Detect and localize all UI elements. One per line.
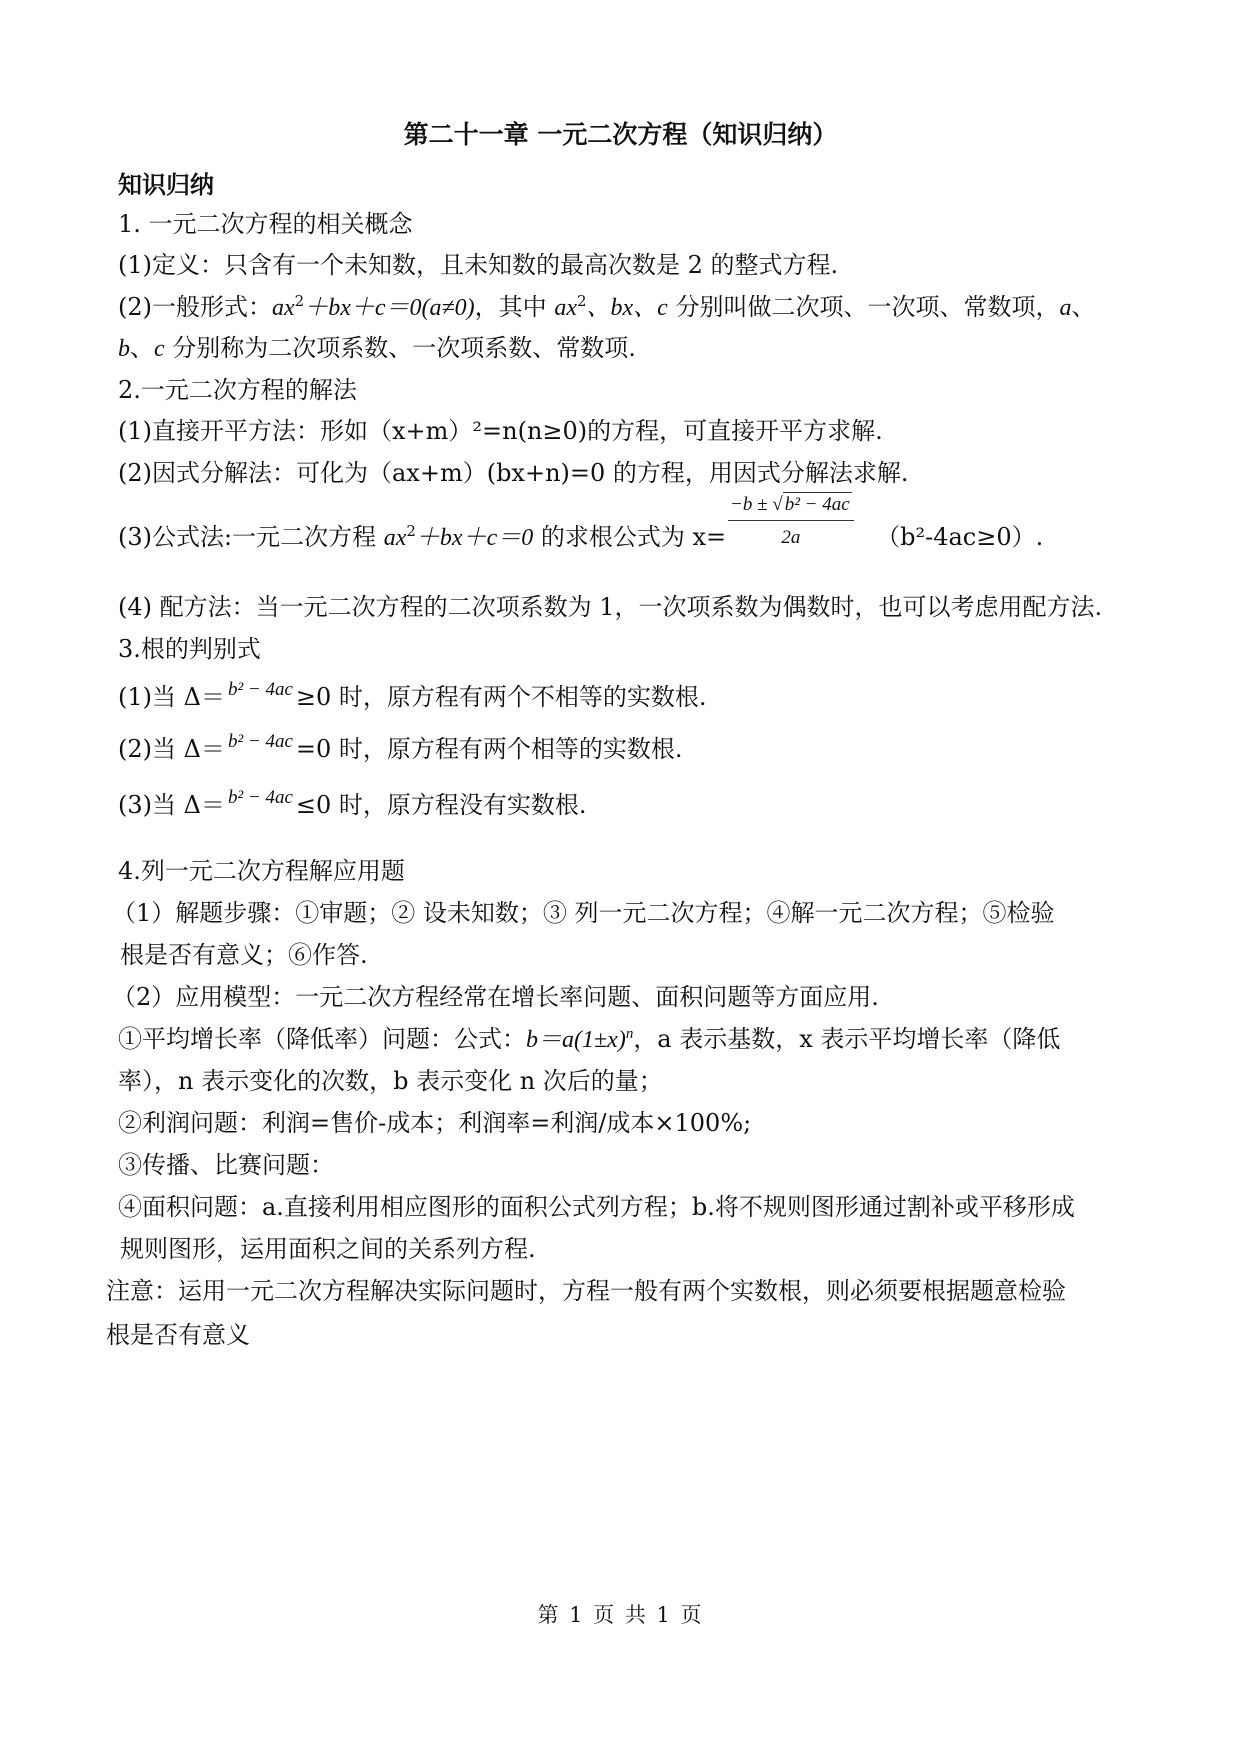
- s4-heading: 4.列一元二次方程解应用题: [118, 857, 405, 885]
- s1-general-eq-a: ax: [272, 295, 295, 321]
- s2-heading: 2.一元二次方程的解法: [118, 376, 357, 404]
- s1-general-eq-sup: 2: [294, 292, 305, 310]
- s2-factoring: (2)因式分解法：可化为（ax+m）(bx+n)=0 的方程，用因式分解法求解.: [118, 459, 909, 487]
- radicand: b² − 4ac: [784, 494, 850, 515]
- page-footer: 第 1 页 共 1 页: [537, 1603, 704, 1627]
- s1-coefficients: [118, 331, 636, 366]
- s1-general-eq-rest: ＋bx＋c＝0(a≠0): [304, 295, 475, 321]
- note-line2: 根是否有意义: [106, 1321, 250, 1349]
- s1-general-term-a: ax: [554, 295, 577, 321]
- s1-general-term-sup: 2: [576, 292, 587, 310]
- s1-coef-sep: 、: [130, 334, 154, 362]
- s2-completing-square: (4) 配方法：当一元二次方程的二次项系数为 1，一次项系数为偶数时，也可以考虑用配方法.: [118, 593, 1103, 621]
- page-title: 第二十一章 一元二次方程（知识归纳）: [403, 120, 838, 149]
- s1-general-terms-rest: 、bx、c: [586, 295, 668, 321]
- s3-discriminant-positive: [118, 680, 707, 717]
- quadratic-formula-numerator: [728, 494, 854, 521]
- s3-heading: 3.根的判别式: [118, 635, 261, 663]
- s4-profit: ②利润问题：利润=售价-成本；利润率=利润/成本×100%;: [118, 1109, 752, 1137]
- s4-rate-line2: 率），n 表示变化的次数，b 表示变化 n 次后的量；: [118, 1067, 663, 1095]
- s1-coef-text: 分别称为二次项系数、一次项系数、常数项.: [164, 334, 636, 362]
- s2-formula-prefix: (3)公式法:一元二次方程: [118, 523, 384, 551]
- sqrt-symbol: √: [772, 494, 783, 515]
- quadratic-formula-fraction: [728, 494, 854, 549]
- s1-general-sep: 、: [1071, 293, 1096, 321]
- s3-discriminant-negative: [118, 788, 587, 825]
- s1-general-form: [118, 290, 1095, 325]
- s2-formula-mid: 的求根公式为 x=: [533, 523, 727, 551]
- s4-spread: ③传播、比赛问题：: [118, 1151, 334, 1179]
- s3-d3-prefix: (3)当 Δ＝: [118, 791, 225, 819]
- s1-general-prefix: (2)一般形式：: [118, 293, 272, 321]
- s4-rate-exponent: n: [625, 1026, 634, 1042]
- s3-d1-prefix: (1)当 Δ＝: [118, 683, 225, 711]
- s3-d3-suffix: ≤0 时，原方程没有实数根.: [295, 791, 587, 819]
- s4-rate-prefix: ①平均增长率（降低率）问题：公式：: [118, 1025, 526, 1053]
- s1-definition: (1)定义：只含有一个未知数，且未知数的最高次数是 2 的整式方程.: [118, 251, 839, 279]
- s3-d1-expr: b² − 4ac: [227, 679, 293, 700]
- s4-area-line1: ④面积问题：a.直接利用相应图形的面积公式列方程；b.将不规则图形通过割补或平移形成: [118, 1193, 1075, 1221]
- s2-formula-eq-rest: ＋bx＋c＝0: [415, 525, 534, 551]
- numerator-left: −b ±: [730, 494, 773, 515]
- s3-d2-expr: b² − 4ac: [227, 731, 293, 752]
- s4-steps-line1: （1）解题步骤：①审题；② 设未知数；③ 列一元二次方程；④解一元二次方程；⑤检验: [112, 899, 1055, 927]
- s2-formula: [118, 520, 1043, 555]
- s4-area-line2: 规则图形，运用面积之间的关系列方程.: [120, 1235, 536, 1263]
- s2-formula-condition: （b²-4ac≥0）.: [876, 523, 1044, 551]
- s1-coef-b: b: [118, 336, 130, 362]
- section-heading: 知识归纳: [118, 171, 214, 199]
- s4-rate-formula: b＝a(1±x): [526, 1027, 626, 1053]
- s1-coef-c: c: [154, 336, 165, 362]
- s1-general-tail: 分别叫做二次项、一次项、常数项，: [667, 293, 1060, 321]
- s3-d1-suffix: ≥0 时，原方程有两个不相等的实数根.: [295, 683, 707, 711]
- s4-rate-line1: [118, 1022, 1060, 1057]
- s2-formula-eq-a: ax: [383, 525, 407, 551]
- s3-d3-expr: b² − 4ac: [227, 787, 293, 808]
- s4-steps-line2: 根是否有意义；⑥作答.: [120, 941, 368, 969]
- s1-heading: 1. 一元二次方程的相关概念: [118, 210, 413, 238]
- s2-formula-eq-sup: 2: [406, 522, 416, 540]
- s4-rate-desc: ，a 表示基数，x 表示平均增长率（降低: [633, 1025, 1061, 1053]
- quadratic-formula-denominator: 2a: [781, 527, 801, 548]
- s4-models: （2）应用模型：一元二次方程经常在增长率问题、面积问题等方面应用.: [112, 983, 879, 1011]
- s2-direct-root: (1)直接开平方法：形如（x+m）²=n(n≥0)的方程，可直接开平方求解.: [118, 417, 883, 445]
- s3-d2-prefix: (2)当 Δ＝: [118, 735, 225, 763]
- s1-general-a: a: [1059, 295, 1072, 321]
- s3-d2-suffix: =0 时，原方程有两个相等的实数根.: [295, 735, 683, 763]
- s1-general-mid: ，其中: [474, 293, 555, 321]
- note-line1: 注意：运用一元二次方程解决实际问题时，方程一般有两个实数根，则必须要根据题意检验: [106, 1277, 1066, 1305]
- s3-discriminant-zero: [118, 732, 683, 769]
